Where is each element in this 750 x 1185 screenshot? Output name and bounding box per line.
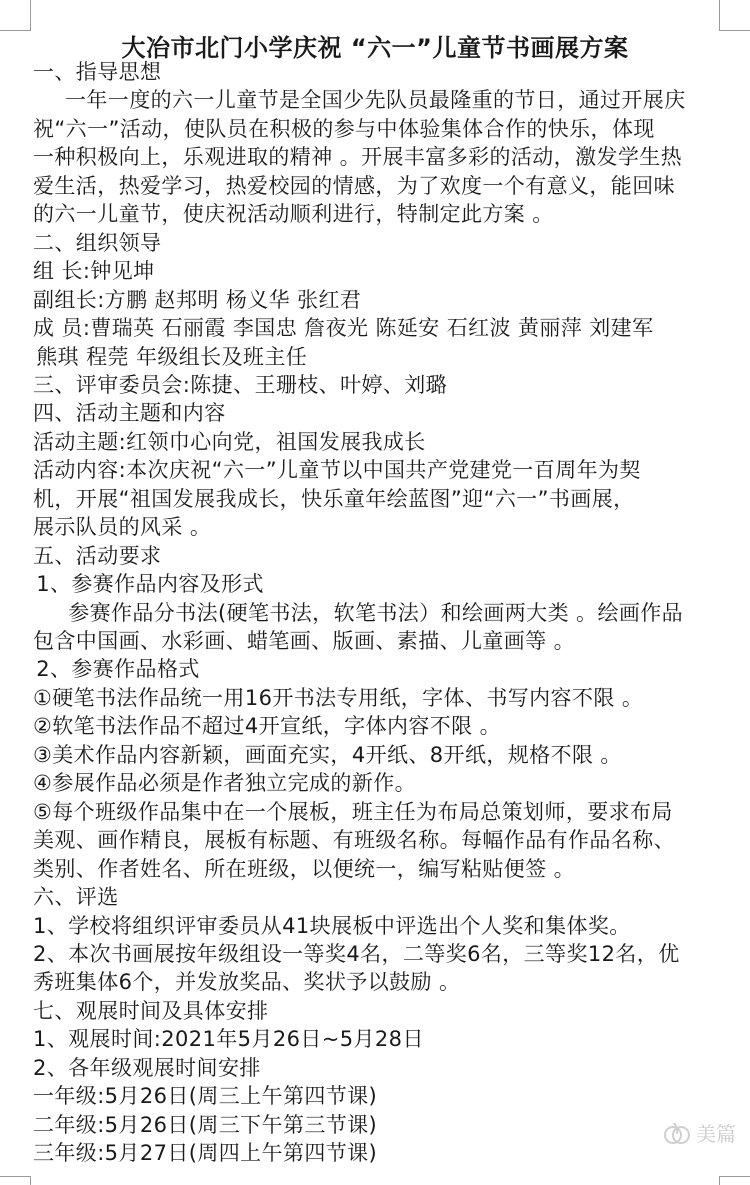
document-line: 的六一儿童节，使庆祝活动顺利进行，特制定此方案 。 <box>33 202 554 227</box>
document-line: 五、活动要求 <box>33 543 162 568</box>
document-line: 六、评选 <box>33 885 119 910</box>
document-line: 1、观展时间:2021年5月26日~5月28日 <box>33 1027 424 1052</box>
document-line: 美观、画作精良，展板有标题、有班级名称。每幅作品有作品名称、 <box>33 828 675 853</box>
document-line: 三年级:5月27日(周四上午第四节课) <box>33 1141 378 1166</box>
document-line: 1、参赛作品内容及形式 <box>36 572 264 597</box>
document-line: 包含中国画、水彩画、蜡笔画、版画、素描、儿童画等 。 <box>33 629 576 653</box>
document-line: 七、观展时间及具体安排 <box>33 998 269 1023</box>
document-line: 四、活动主题和内容 <box>33 401 226 426</box>
document-line: 三、评审委员会:陈捷、王珊枝、叶婷、刘璐 <box>33 372 448 397</box>
document-line: 2、参赛作品格式 <box>36 657 200 682</box>
document-line: ②软笔书法作品不超过4开宣纸，字体内容不限 。 <box>33 714 502 739</box>
watermark <box>662 1118 736 1147</box>
crop-mark-top-right <box>719 0 750 31</box>
document-line: 祝“六一”活动，使队员在积极的参与中体验集体合作的快乐，体现 <box>33 116 655 141</box>
document-line: 类别、作者姓名、所在班级，以便统一，编写粘贴便签 。 <box>33 856 576 881</box>
crop-mark-top-left <box>0 0 31 31</box>
document-title: 大冶市北门小学庆祝 “六一”儿童节书画展方案 <box>121 34 629 62</box>
document-line: 副组长:方鹏 赵邦明 杨义华 张红君 <box>33 287 362 312</box>
document-line: 二、组织领导 <box>33 230 162 255</box>
document-line: 活动主题:红领巾心向党，祖国发展我成长 <box>33 429 426 454</box>
document-line: 展示队员的风采 。 <box>33 515 212 540</box>
document-line: 秀班集体6个，并发放奖品、奖状予以鼓励 。 <box>33 970 461 995</box>
document-line: ④参展作品必须是作者独立完成的新作。 <box>33 771 417 796</box>
crop-mark-bottom-right <box>719 1176 750 1185</box>
document-line: 参赛作品分书法(硬笔书法，软笔书法）和绘画两大类 。绘画作品 <box>68 600 684 625</box>
document-line: 2、本次书画展按年级组设一等奖4名，二等奖6名，三等奖12名，优 <box>33 941 680 966</box>
document-line: 2、各年级观展时间安排 <box>33 1055 261 1080</box>
crop-mark-bottom-left <box>0 1176 31 1185</box>
document-line: 机，开展“祖国发展我成长，快乐童年绘蓝图”迎“六一”书画展， <box>33 486 635 511</box>
watermark-text: 美篇 <box>696 1122 736 1146</box>
document-line: 二年级:5月26日(周三下午第三节课) <box>33 1112 378 1137</box>
document-line: 一年一度的六一儿童节是全国少先队员最隆重的节日，通过开展庆 <box>65 88 686 113</box>
meipian-logo-icon <box>662 1120 692 1146</box>
document-line: ①硬笔书法作品统一用16开书法专用纸，字体、书写内容不限 。 <box>33 685 644 710</box>
document-line: 一、指导思想 <box>33 60 162 84</box>
document-line: ⑤每个班级作品集中在一个展板，班主任为布局总策划师，要求布局 <box>33 799 673 824</box>
document-line: 活动内容:本次庆祝“六一”儿童节以中国共产党建党一百周年为契 <box>33 458 641 483</box>
document-line: 一种积极向上，乐观进取的精神 。开展丰富多彩的活动，激发学生热 <box>33 145 683 170</box>
document-line: 1、学校将组织评审委员从41块展板中评选出个人奖和集体奖。 <box>33 913 631 938</box>
document-line: 熊琪 程莞 年级组长及班主任 <box>36 344 308 369</box>
document-line: 成 员:曹瑞英 石丽霞 李国忠 詹夜光 陈延安 石红波 黄丽萍 刘建军 <box>33 316 654 341</box>
document-line: ③美术作品内容新颖，画面充实，4开纸、8开纸，规格不限 。 <box>33 742 622 767</box>
document-line: 爱生活，热爱学习，热爱校园的情感，为了欢度一个有意义，能回味 <box>33 173 675 198</box>
document-line: 一年级:5月26日(周三上午第四节课) <box>33 1084 378 1109</box>
document-line: 组 长:钟见坤 <box>33 259 155 284</box>
